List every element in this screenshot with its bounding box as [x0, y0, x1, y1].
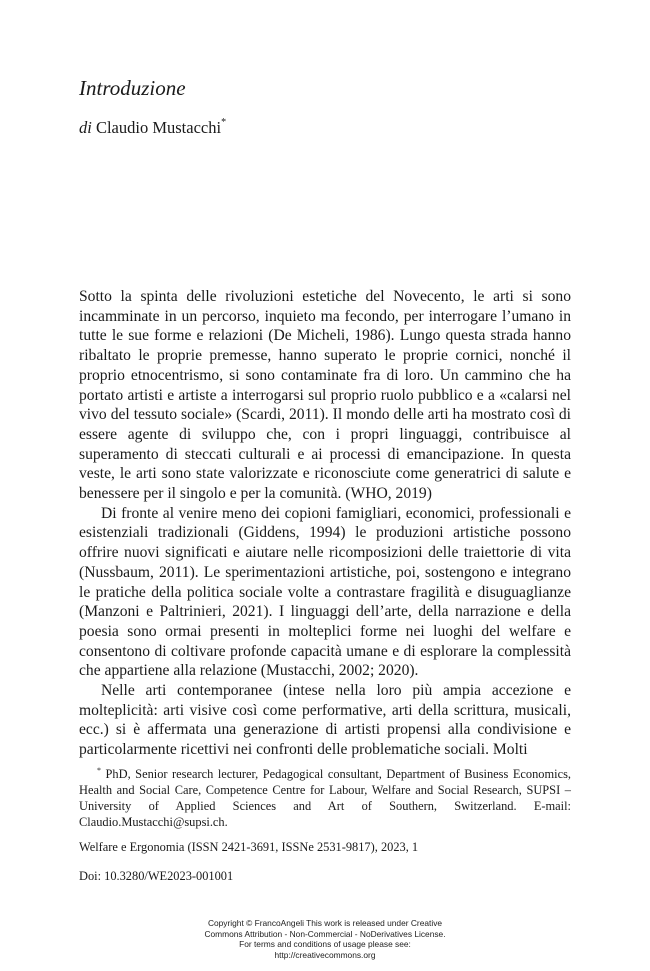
author-footnote-marker: * [221, 116, 227, 128]
license-line: Copyright © FrancoAngeli This work is released under Creative [207, 918, 443, 928]
license-notice [0, 918, 650, 960]
body-text [79, 287, 571, 760]
doi: Doi: 10.3280/WE2023-001001 [79, 869, 234, 883]
author-name: Claudio Mustacchi [95, 118, 222, 137]
chapter-title: Introduzione [79, 76, 186, 100]
footnote-marker: * [97, 766, 101, 775]
author-prefix: di [79, 118, 92, 137]
license-link[interactable]: http://creativecommons.org [274, 949, 376, 960]
paragraph-3: Nelle arti contemporanee (intese nella loro più ampia accezione e molteplicità: arti visive così come performative, arti della scrittura, musicali, ecc.) si è affermata una generazione di artisti propensi alla condivisione e particolarmente ricettivi nei confronti delle problematiche sociali. Molti [79, 682, 571, 759]
paragraph-2: Di fronte al venire meno dei copioni famigliari, economici, professionali e esistenziali tradizionali (Giddens, 1994) le produzioni artistiche possono offrire nuovi significati e aiutare nelle ricomposizioni delle traiettorie di vita (Nussbaum, 2011). Le sperimentazioni artistiche, poi, sostengono e integrano le pratiche della politica sociale volte a contrastare fragilità e disuguaglianze (Manzoni e Paltrinieri, 2021). I linguaggi dell’arte, della narrazione e della poesia sono ormai presenti in molteplici forme nei luoghi del welfare e consentono di coltivare profonde capacità umane e di esplorare la complessità che appartiene alla relazione (Mustacchi, 2002; 2020). [79, 504, 571, 680]
footnote-text: PhD, Senior research lecturer, Pedagogical consultant, Department of Business Economics, Health and Social Care, Competence Centre for Labour, Welfare and Social Research, SUPSI – University of Applied Sciences and Art of Southern, Switzerland. E-mail: Claudio.Mustacchi@supsi.ch. [79, 767, 571, 829]
paragraph-1: Sotto la spinta delle rivoluzioni estetiche del Novecento, le arti si sono incamminate in un percorso, inquieto ma fecondo, per interrogare l’umano in tutte le sue forme e relazioni (De Micheli, 1986). Lungo questa strada hanno ribaltato le proprie premesse, hanno superato le proprie cornici, nonché il proprio etnocentrismo, si sono contaminate fra di loro. Un cammino che ha portato artisti e artiste a interrogarsi sul proprio ruolo pubblico e a «calarsi nel vivo del tessuto sociale» (Scardi, 2011). Il mondo delle arti ha mostrato così di essere agente di sviluppo che, con i propri linguaggi, contribuisce al superamento di steccati culturali e ai processi di emancipazione. In questa veste, le arti sono state valorizzate e riconosciute come generatrici di salute e benessere per il singolo e per la comunità. (WHO, 2019) [79, 288, 571, 503]
journal-citation: Welfare e Ergonomia (ISSN 2421-3691, ISSNe 2531-9817), 2023, 1 [79, 840, 419, 854]
author-line [79, 118, 226, 138]
footnote [79, 763, 571, 830]
license-line: For terms and conditions of usage please see: [239, 939, 411, 950]
license-line: Commons Attribution - Non-Commercial - NoDerivatives License. [204, 928, 446, 939]
